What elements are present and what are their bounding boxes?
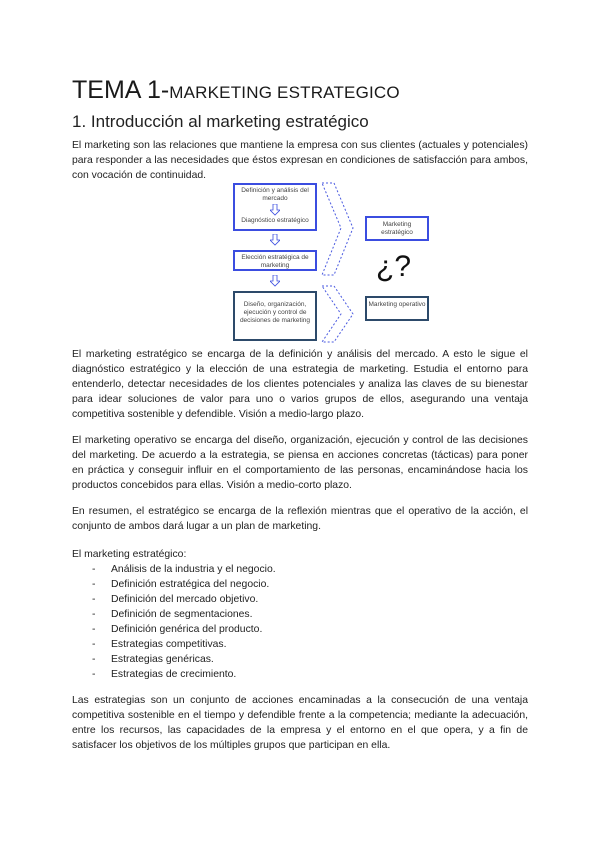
intro-paragraph: El marketing son las relaciones que mantiene la empresa con sus clientes (actuales y potenciales) para responder a las necesidades que éstos expresan en condiciones de satisfacción para ambos, con vocación de continuidad. — [72, 140, 528, 181]
arrow-down-icon — [270, 204, 280, 216]
list-item: - Definición genérica del producto. — [92, 622, 492, 637]
diagram-box-choice: Elección estratégica de marketing — [233, 250, 317, 271]
diagram-box-strategic: Marketing estratégico — [365, 216, 429, 241]
paragraph-summary: En resumen, el estratégico se encarga de la reflexión mientras que el operativo de la acción, el conjunto de ambos dará lugar a un plan de marketing. — [72, 506, 528, 532]
title-main: TEMA 1- — [72, 76, 170, 104]
list-item: - Análisis de la industria y el negocio. — [92, 562, 492, 577]
list-item: - Estrategias competitivas. — [92, 637, 492, 652]
list-item: - Definición de segmentaciones. — [92, 607, 492, 622]
diagram-box-operative: Marketing operativo — [365, 296, 429, 321]
list-item: - Definición estratégica del negocio. — [92, 577, 492, 592]
diagram-box-analysis — [233, 183, 317, 231]
closing-paragraph: Las estrategias son un conjunto de acciones encaminadas a la consecución de una ventaja competitiva sostenible en el tiempo y defendible frente a la competencia; mediante la adecuación, entre los recursos, las capacidades de la empresa y el entorno en el que opera, y a fin de satisfacer los objetivos de los múltiples grupos que participan en ella. — [72, 695, 528, 751]
page-title — [72, 76, 400, 105]
diagram-label: Definición y análisis del mercado — [241, 187, 309, 202]
diagram-label: Diagnóstico estratégico — [241, 217, 309, 224]
list-item: - Estrategias genéricas. — [92, 652, 492, 667]
list-item: - Estrategias de crecimiento. — [92, 667, 492, 682]
list-item: - Definición del mercado objetivo. — [92, 592, 492, 607]
paragraph-operative: El marketing operativo se encarga del diseño, organización, ejecución y control de las decisiones del marketing. De acuerdo a la estrategia, se piensa en acciones concretas (tácticas) para poner en práctica y conseguir influir en el comportamiento de las personas, encaminándose hacia los productos concebidos para ellas. Visión a medio-corto plazo. — [72, 435, 528, 491]
arrow-down-icon — [270, 275, 280, 287]
diagram-box-operations: Diseño, organización, ejecución y control de decisiones de marketing — [233, 291, 317, 341]
title-sub: MARKETING ESTRATEGICO — [169, 83, 400, 102]
question-marks: ¿? — [376, 250, 412, 283]
arrow-down-icon — [270, 234, 280, 246]
section-heading: 1. Introducción al marketing estratégico — [72, 112, 369, 131]
paragraph-strategic: El marketing estratégico se encarga de la definición y análisis del mercado. A esto le sigue el diagnóstico estratégico y la elección de una estrategia de marketing. Estudia el entorno para entenderlo, detectar necesidades de los clientes potenciales y analiza las claves de su bienestar para idear soluciones de valor para uno o varios grupos de ellos, asegurando una ventaja competitiva sostenible y defendible. Visión a medio-largo plazo. — [72, 349, 528, 420]
chevron-right-icon — [320, 182, 356, 344]
list-intro: El marketing estratégico: — [72, 549, 187, 560]
strategy-list — [92, 562, 492, 682]
